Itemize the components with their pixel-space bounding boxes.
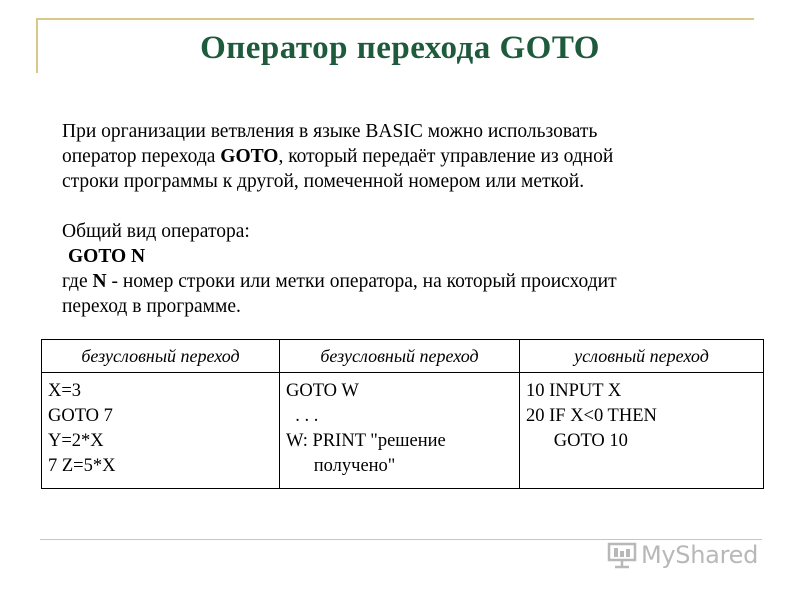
para1-line1: При организации ветвления в языке BASIC можно использовать bbox=[62, 121, 598, 142]
header-col2: безусловный переход bbox=[280, 340, 520, 373]
table-header-row bbox=[42, 340, 764, 373]
para1-line2-end: , который передаёт управление из одной bbox=[278, 146, 614, 167]
code-line: GOTO 10 bbox=[526, 431, 628, 451]
syntax-keyword: GOTO N bbox=[68, 246, 146, 267]
myshared-logo-icon bbox=[607, 540, 637, 570]
cell-col2 bbox=[280, 373, 520, 489]
where-start: где bbox=[62, 271, 93, 292]
watermark-text: MyShared bbox=[641, 541, 759, 569]
where-line bbox=[62, 269, 762, 294]
para1-goto-keyword: GOTO bbox=[220, 146, 279, 167]
cell-col1 bbox=[42, 373, 280, 489]
where-end: - номер строки или метки оператора, на который происходит bbox=[106, 271, 617, 292]
code-line: . . . bbox=[286, 406, 319, 426]
header-col1: безусловный переход bbox=[42, 340, 280, 373]
para1-line2 bbox=[62, 144, 762, 169]
table-row bbox=[42, 373, 764, 489]
syntax-line bbox=[62, 244, 762, 269]
decorative-top-line bbox=[36, 18, 754, 20]
code-line: 10 INPUT X bbox=[526, 381, 622, 401]
code-line: 20 IF X<0 THEN bbox=[526, 406, 657, 426]
code-line: X=3 bbox=[48, 381, 82, 401]
where-n-keyword: N bbox=[92, 271, 107, 292]
syntax-heading: Общий вид оператора: bbox=[62, 221, 250, 242]
body-text bbox=[62, 119, 762, 319]
code-line: 7 Z=5*X bbox=[48, 456, 116, 476]
examples-table bbox=[41, 339, 764, 489]
code-line: Y=2*X bbox=[48, 431, 104, 451]
slide-title: Оператор перехода GOTO bbox=[200, 30, 600, 66]
para1-line2-start: оператор перехода bbox=[62, 146, 221, 167]
code-line: GOTO 7 bbox=[48, 406, 113, 426]
watermark bbox=[607, 538, 758, 572]
cell-col3 bbox=[520, 373, 764, 489]
code-line: W: PRINT "решение bbox=[286, 431, 446, 451]
paragraph-gap bbox=[62, 194, 762, 219]
para1-line3: строки программы к другой, помеченной номером или меткой. bbox=[62, 171, 585, 192]
header-col3: условный переход bbox=[520, 340, 764, 373]
code-line: получено" bbox=[286, 456, 396, 476]
where-line-last: переход в программе. bbox=[62, 296, 241, 317]
code-line: GOTO W bbox=[286, 381, 359, 401]
